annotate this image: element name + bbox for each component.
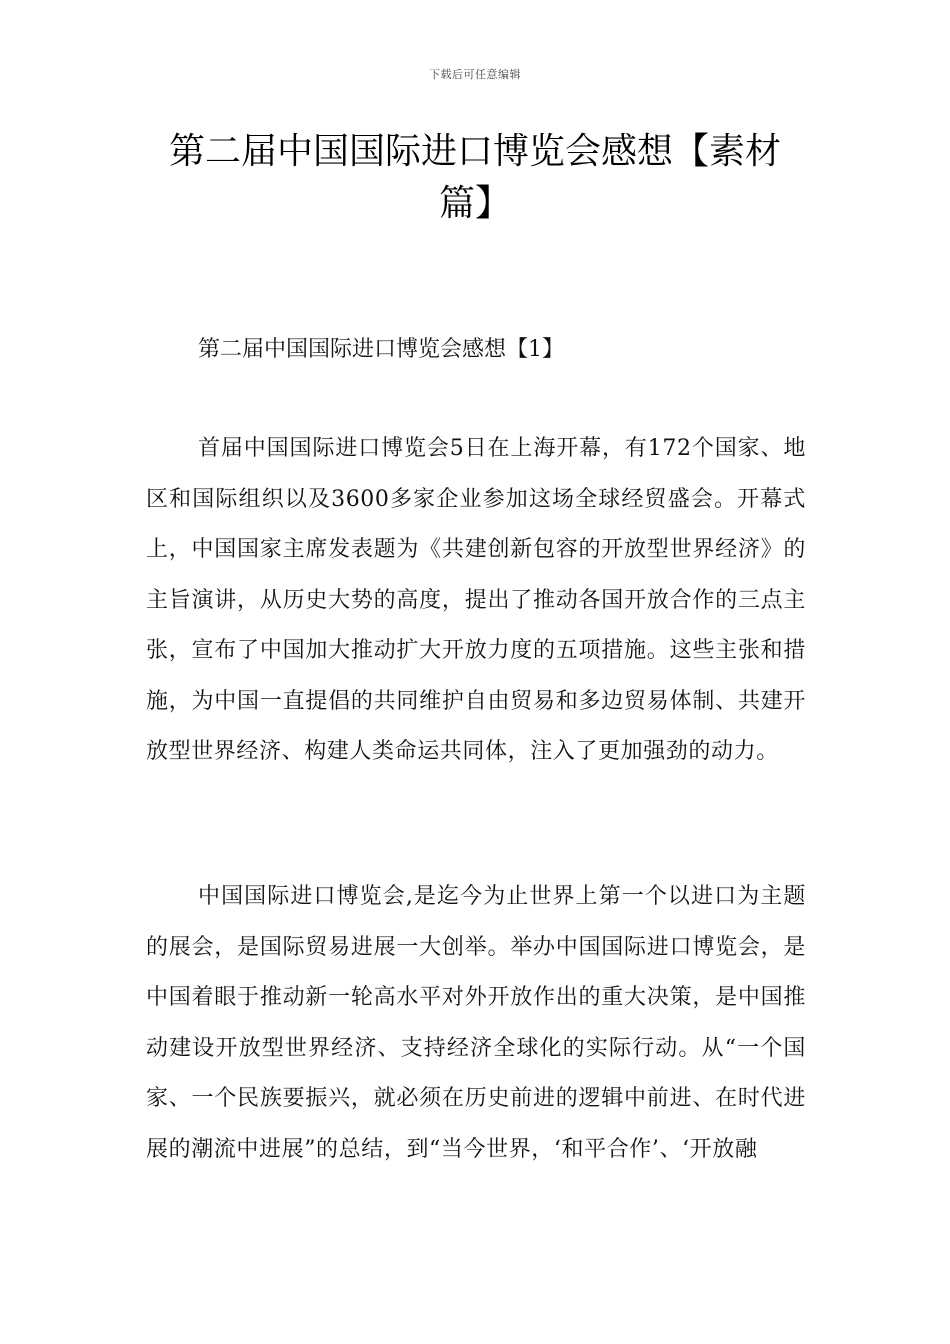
- body-paragraph-2: 中国国际进口博览会,是迄今为止世界上第一个以进口为主题的展会，是国际贸易进展一大创举。举办中国国际进口博览会，是中国着眼于推动新一轮高水平对外开放作出的重大决策，是中国推动建设开放型世界经济、支持经济全球化的实际行动。从“一个国家、一个民族要振兴，就必须在历史前进的逻辑中前进、在时代进展的潮流中进展”的总结，到“当今世界，‘和平合作’、‘开放融: [146, 884, 806, 1162]
- section-heading: 第二届中国国际进口博览会感想【1】: [198, 337, 564, 362]
- document-title: 第二届中国国际进口博览会感想【素材篇】: [168, 131, 781, 224]
- body-paragraph-1: 首届中国国际进口博览会5日在上海开幕，有172个国家、地区和国际组织以及3600多家企业参加这场全球经贸盛会。开幕式上，中国国家主席发表题为《共建创新包容的开放型世界经济》的主旨演讲，从历史大势的高度，提出了推动各国开放合作的三点主张，宣布了中国加大推动扩大开放力度的五项措施。这些主张和措施，为中国一直提倡的共同维护自由贸易和多边贸易体制、共建开放型世界经济、构建人类命运共同体，注入了更加强劲的动力。: [146, 436, 806, 764]
- header-note: 下载后可任意编辑: [429, 68, 521, 81]
